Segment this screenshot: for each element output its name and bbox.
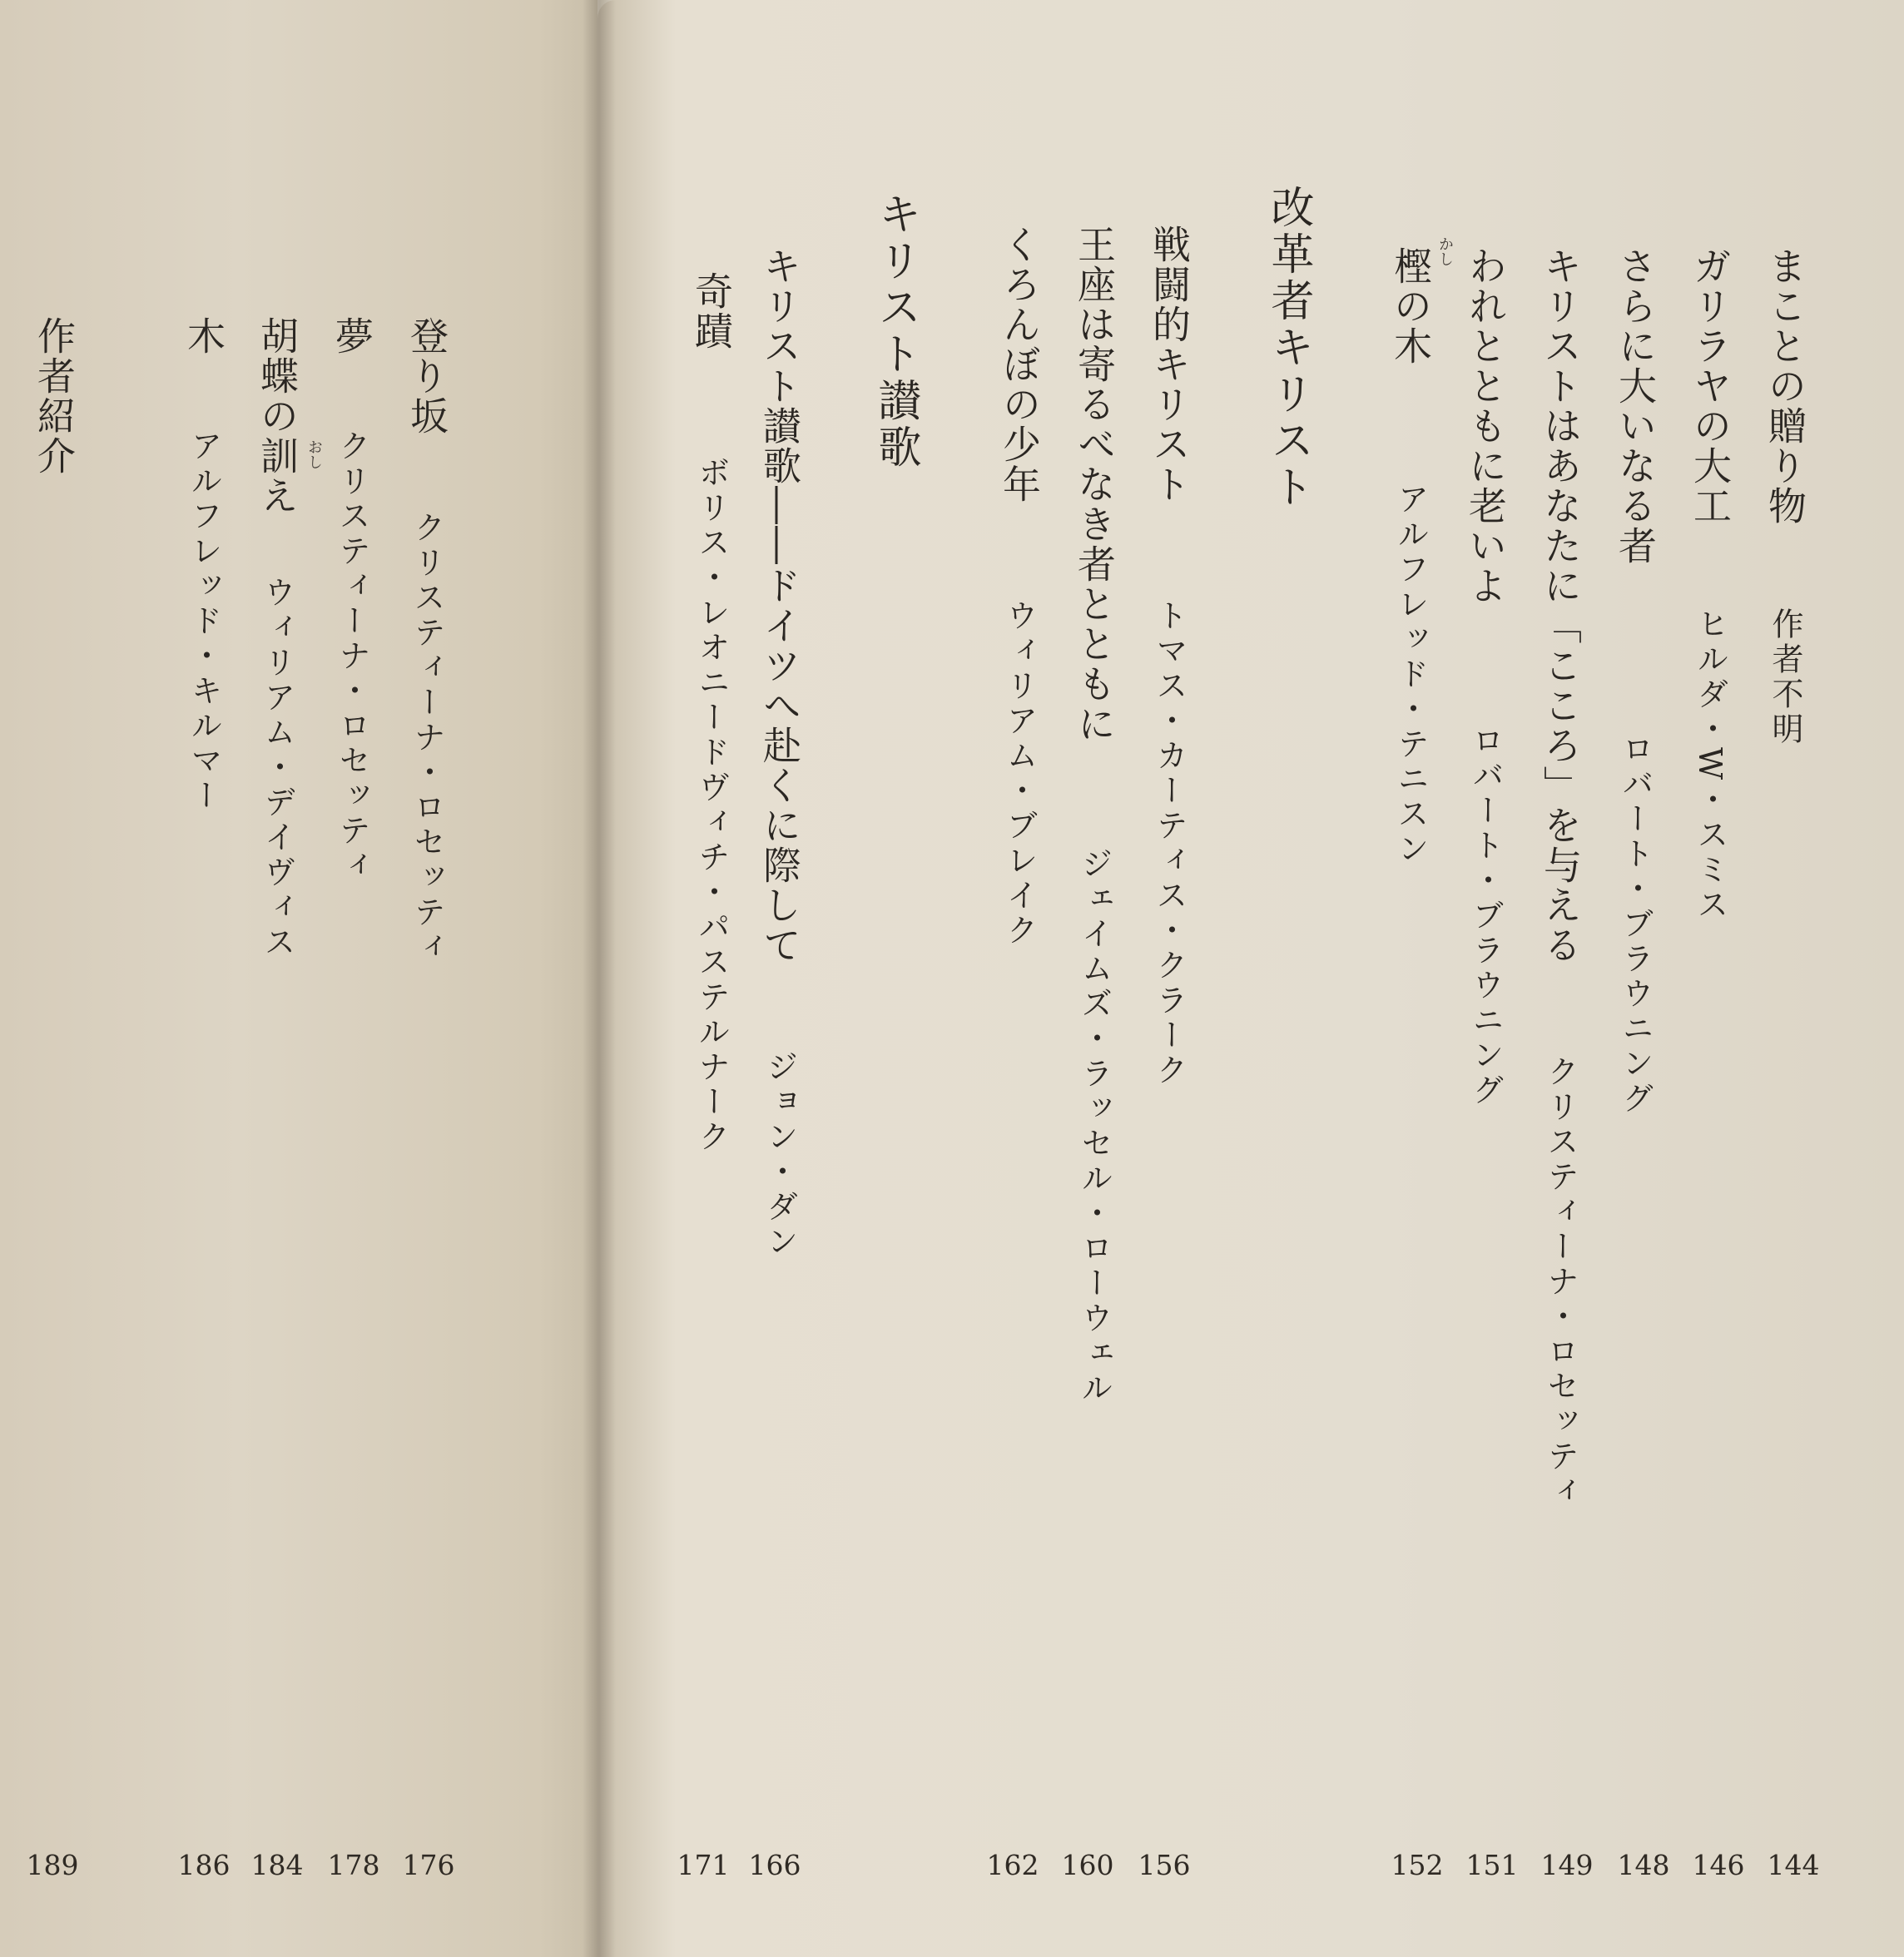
toc-title: まことの贈り物 [1763,246,1807,526]
toc-page-number: 149 [1540,1849,1594,1881]
toc-page-number: 166 [748,1849,801,1881]
toc-page-number: 189 [26,1849,79,1881]
toc-page-number: 156 [1138,1849,1191,1881]
section-heading: キリスト讃歌 [870,191,920,471]
toc-title: 王座は寄るべなき者とともに [1072,225,1117,744]
ruby-annotation: かし [1436,236,1454,266]
toc-page-number: 146 [1692,1849,1745,1881]
toc-page-number: 152 [1391,1849,1444,1881]
toc-title: くろんぼの少年 [997,225,1042,504]
toc-author: ジョン・ダン [761,1050,798,1260]
toc-title: われとともに老いよ [1463,246,1508,606]
toc-author: アルフレッド・テニスン [1392,483,1429,867]
toc-author: アルフレッド・キルマー [186,429,222,814]
toc-title: 胡蝶の訓え [255,316,300,516]
book-gutter [583,0,616,1957]
toc-author: ウィリアム・ブレイク [1001,599,1038,949]
toc-page-number: 178 [327,1849,380,1881]
toc-page-number: 160 [1061,1849,1114,1881]
toc-author: ヒルダ・W・スミス [1692,607,1728,924]
toc-page-number: 144 [1767,1849,1820,1881]
toc-title: ガリラヤの大工 [1688,246,1733,526]
toc-page-number: 176 [402,1849,455,1881]
toc-author: ボリス・レオニードヴィチ・パステルナーク [693,456,730,1155]
toc-author: 作者不明 [1767,607,1803,747]
toc-title: 夢 [330,316,374,356]
toc-title: さらに大いなる者 [1613,246,1658,566]
toc-title: 樫の木 [1388,246,1433,366]
toc-title: 作者紹介 [32,316,77,476]
toc-author: ジェイムズ・ラッセル・ローウェル [1076,847,1113,1406]
toc-page-number: 184 [250,1849,304,1881]
toc-page-number: 151 [1465,1849,1519,1881]
toc-page-number: 162 [986,1849,1039,1881]
ruby-annotation: おし [305,439,323,469]
toc-title: キリストはあなたに「こころ」を与える [1538,246,1583,965]
toc-author: クリスティーナ・ロセッティ [1542,1055,1579,1509]
toc-title: 戦闘的キリスト [1147,225,1192,504]
section-heading: 改革者キリスト [1263,185,1313,511]
toc-author: トマス・カーティス・クラーク [1151,599,1188,1088]
toc-page-number: 171 [677,1849,730,1881]
toc-title: 登り坂 [404,316,449,436]
left-page [0,0,597,1957]
toc-author: クリスティーナ・ロセッティ [334,429,370,884]
toc-title: 木 [181,316,226,356]
toc-page-number: 148 [1617,1849,1670,1881]
toc-title: 奇蹟 [689,271,734,351]
toc-author: ロバート・ブラウニング [1467,724,1504,1108]
toc-author: ウィリアム・デイヴィス [259,576,295,960]
toc-title: キリスト讃歌――ドイツへ赴くに際して [757,246,802,965]
toc-author: ロバート・ブラウニング [1617,732,1654,1117]
toc-author: クリスティーナ・ロセッティ [409,511,445,965]
toc-page-number: 186 [177,1849,231,1881]
